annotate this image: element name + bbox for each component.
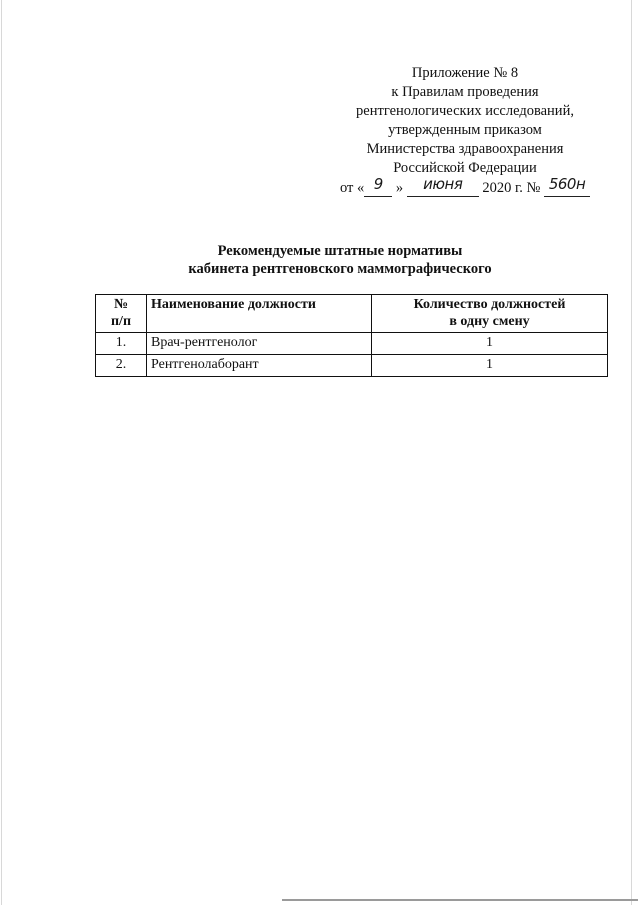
scan-edge-left [1, 0, 2, 905]
header-quantity: Количество должностей в одну смену [372, 295, 608, 333]
order-month-field [407, 175, 479, 197]
order-day-field [364, 175, 392, 197]
appendix-block [325, 64, 605, 198]
appendix-line: к Правилам проведения [391, 84, 539, 100]
row-quantity: 1 [372, 333, 608, 355]
order-year: 2020 г. № [482, 180, 541, 196]
appendix-line: Министерства здравоохранения [366, 141, 564, 157]
document-heading [120, 242, 560, 278]
table-row [96, 333, 608, 355]
table-row [96, 355, 608, 377]
staff-norms-table [95, 294, 608, 377]
heading-line-1: Рекомендуемые штатные нормативы [217, 243, 463, 259]
order-mid: » [395, 180, 404, 196]
appendix-line: утвержденным приказом [388, 122, 542, 138]
order-date-line [325, 175, 605, 198]
order-prefix: от « [339, 180, 365, 196]
heading-line-2: кабинета рентгеновского маммографического [188, 261, 492, 277]
row-number: 2. [96, 355, 147, 377]
header-number: № п/п [96, 295, 147, 333]
row-quantity: 1 [372, 355, 608, 377]
header-position-name: Наименование должности [147, 295, 372, 333]
row-position-name: Рентгенолаборант [147, 355, 372, 377]
order-month-handwritten: июня [423, 175, 463, 193]
order-number-field [544, 175, 590, 197]
order-number-handwritten: 560н [548, 175, 586, 193]
appendix-line: Приложение № 8 [411, 65, 519, 81]
scan-edge-right [631, 0, 632, 905]
row-position-name: Врач-рентгенолог [147, 333, 372, 355]
appendix-line: рентгенологических исследований, [356, 103, 574, 119]
row-number: 1. [96, 333, 147, 355]
order-day-handwritten: 9 [373, 175, 383, 193]
scan-bottom-mark [282, 899, 638, 901]
appendix-line: Российской Федерации [393, 160, 537, 176]
table-header-row [96, 295, 608, 333]
